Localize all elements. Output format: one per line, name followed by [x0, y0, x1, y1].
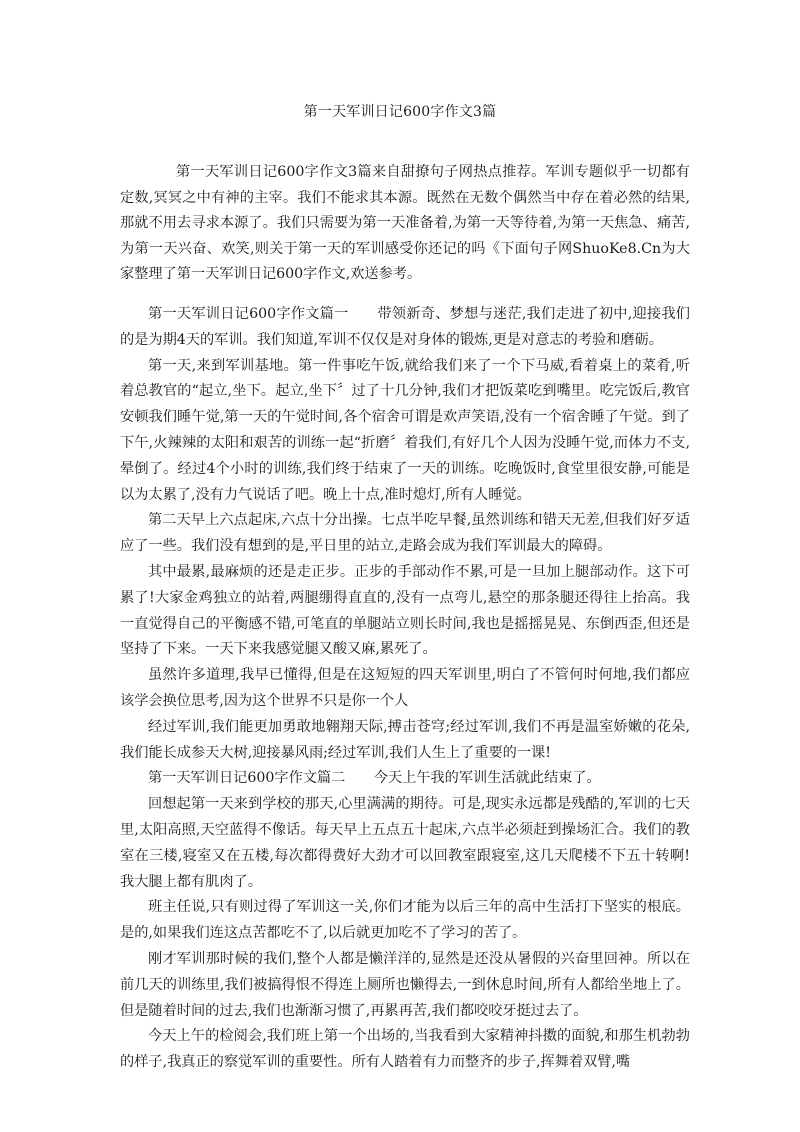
body-paragraph: 第一天军训日记600字作文篇二 今天上午我的军训生活就此结束了。 [148, 770, 601, 787]
document-title: 第一天军训日记600字作文3篇 [303, 104, 497, 120]
body-paragraph: 第一天,来到军训基地。第一件事吃午饭,就给我们来了一个下马威,看着桌上的菜肴,听着总教官的“起立,坐下。起立,坐下〞过了十几分钟,我们才把饭菜吃到嘴里。吃完饭后,教官安顿我们睡午觉,第一天的午觉时间,各个宿舍可谓是欢声笑语,没有一个宿舍睡了午觉。到了下午,火辣辣的太阳和艰苦的训练一起“折磨〞着我们,有好几个人因为没睡午觉,而体力不支,晕倒了。经过4个小时的训练,我们终于结束了一天的训练。吃晚饭时,食堂里很安静,可能是以为太累了,没有力气说话了吧。晚上十点,准时熄灯,所有人睡觉。 [120, 357, 690, 503]
body-paragraph: 第一天军训日记600字作文篇一 带领新奇、梦想与迷茫,我们走进了初中,迎接我们的是为期4天的军训。我们知道,军训不仅仅是对身体的锻炼,更是对意志的考验和磨砺。 [120, 306, 690, 348]
body-paragraph: 回想起第一天来到学校的那天,心里满满的期待。可是,现实永远都是残酷的,军训的七天里,太阳高照,天空蓝得不像话。每天早上五点五十起床,六点半必须赶到操场汇合。我们的教室在三楼,寝室又在五楼,每次都得费好大劲才可以回教室跟寝室,这几天爬楼不下五十转啊!我大腿上都有肌肉了。 [120, 796, 690, 890]
body-paragraph: 虽然许多道理,我早已懂得,但是在这短短的四天军训里,明白了不管何时何地,我们都应该学会换位思考,因为这个世界不只是你一个人 [120, 667, 690, 709]
body-paragraph: 其中最累,最麻烦的还是走正步。正步的手部动作不累,可是一旦加上腿部动作。这下可累了!大家金鸡独立的站着,两腿绷得直直的,没有一点弯儿,悬空的那条腿还得往上抬高。我一直觉得自己的平衡感不错,可笔直的单腿站立则长时间,我也是摇摇晃晃、东倒西歪,但还是坚持了下来。一天下来我感觉腿又酸又麻,累死了。 [120, 563, 690, 658]
body-paragraph: 经过军训,我们能更加勇敢地翱翔天际,搏击苍穹;经过军训,我们不再是温室娇嫩的花朵,我们能长成参天大树,迎接暴风雨;经过军训,我们人生上了重要的一课! [120, 718, 690, 761]
body-paragraph: 今天上午的检阅会,我们班上第一个出场的,当我看到大家精神抖擞的面貌,和那生机勃勃的样子,我真正的察觉军训的重要性。所有人踏着有力而整齐的步子,挥舞着双臂,嘴 [120, 1028, 690, 1071]
body-paragraph: 刚才军训那时候的我们,整个人都是懒洋洋的,显然是还没从暑假的兴奋里回神。所以在前几天的训练里,我们被搞得恨不得连上厕所也懒得去,一到休息时间,所有人都给坐地上了。但是随着时间的过去,我们也渐渐习惯了,再累再苦,我们都咬咬牙挺过去了。 [120, 950, 690, 1019]
body-paragraph: 班主任说,只有则过得了军训这一关,你们才能为以后三年的高中生活打下坚实的根底。是的,如果我们连这点苦都吃不了,以后就更加吃不了学习的苦了。 [120, 899, 690, 942]
body-paragraph: 第二天早上六点起床,六点十分出操。七点半吃早餐,虽然训练和错天无差,但我们好歹适应了一些。我们没有想到的是,平日里的站立,走路会成为我们军训最大的障碍。 [120, 512, 690, 555]
intro-paragraph: 第一天军训日记600字作文3篇来自甜撩句子网热点推荐。军训专题似乎一切都有定数,冥冥之中有神的主宰。我们不能求其本源。既然在无数个偶然当中存在着必然的结果,那就不用去寻求本源了。我们只需要为第一天准备着,为第一天等待着,为第一天焦急、痛苦,为第一天兴奋、欢笑,则关于第一天的军训感受你还记的吗《下面句子网ShuoKe8.Cn为大家整理了第一天军训日记600字作文,欢送参考。 [120, 164, 690, 282]
document-body [120, 302, 690, 1076]
